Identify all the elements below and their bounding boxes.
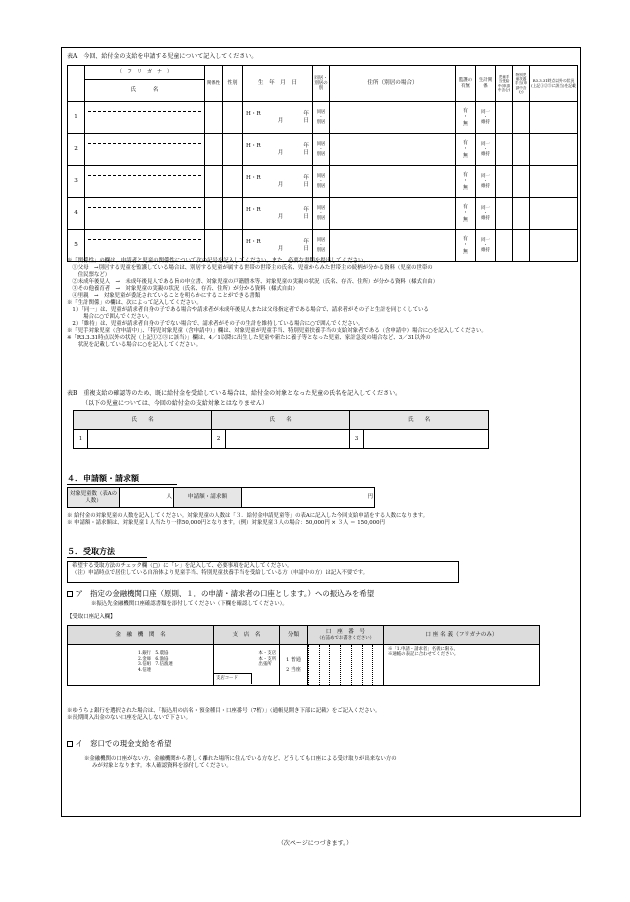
option-a-label: ア 指定の金融機関口座（原則、１．の申請・請求者の口座とします。）への振込みを希望 [75,589,375,598]
table-row [68,134,578,166]
status-cell[interactable] [530,166,578,198]
cohabit-header: 同居・別居の別 [313,66,330,102]
account-notes: ※ゆうちょ銀行を選択された場合は、「振込用の店名・預金種目・口座番号（7桁）」（通帳見開き下部に記載）をご記入ください。 ※長期間入出金のない口座を記入しないで下さい。 [67,708,381,722]
table-a-notes: ※「関係性」の欄は、申請者と児童の関係性について次の記号を記入してください。また、必要な書類を提出してください。 ①父母 →別居する児童を監護している場合は、別居する児童が属する世帯の世帯主の氏名、児童からみた世帯主の続柄が分かる資料（児童の世帯の 住民票など） ②未成年後見人 → 未成年後見人である旨の申立書、対象児童の戸籍謄本等、対象児童の実親の状況（氏名、存否、住所）が分かる資料（様式自由） ③その他養育者 → 対象児童の実親の状況（氏名、存否、住所）が分かる資料（様式自由） ④里親 → 対象児童が委託されていることを明らかにすることができる書類 ※「生計関係」の欄は、次によって記入してください。 1）「同一」は、児童が請求者自身の子である場合や請求者が未成年後見人または父母指定者である場合で、請求者がその子と生計を同じくしている 場合に○で囲んでください。 2）「維持」は、児童が請求者自身の子でない場合で、請求者がその子の生計を維持している場合に○で囲んでください。 ※「児手対象児童（含申請中）」、「特児対象児童（含申請中）」欄は、対象児童が児童手当、特別児童扶養手当の支給対象者である（含申請中）場合に○を記入してください。 ※「R3.3.31時点以外の状況（上記①②③に該当）」欄は、4／1以降に出生した児童や新たに養子等となった児童、家計急変の場合など、3／31以外の 状況を記載している場合に○を記入してください。 [67,258,487,349]
birth-cell[interactable]: H・R 年 月 日 [243,134,313,166]
child-allowance-header: 児童手当受給中(申請中含む) [496,66,513,102]
count-unit: 人 [166,494,172,500]
amount-table [67,487,375,508]
row-number: 5 [68,230,85,262]
custody-choice[interactable]: 有 ・ 無 [456,102,476,134]
table-b-number: 1 [74,430,88,449]
table-b-header: 氏 名 [74,411,212,430]
row-number: 1 [68,102,85,134]
birth-cell[interactable]: H・R 年 月 日 [243,102,313,134]
status-header: R3.3.31時点以外の状況(上記①②③に該当)を記載 [530,66,578,102]
furigana-line[interactable] [88,175,201,176]
address-cell[interactable] [330,166,456,198]
number-header: 口 座 番 号 [325,629,366,636]
amount-label: 申請額・請求額 [174,488,242,508]
table-b-caption: 表B 重複支給の確認等のため、既に給付金を受給している場合は、給付金の対象となった児童の氏名を記入してください。 [67,390,402,397]
section-4-title: ４．申請額・請求額 [67,474,177,485]
table-row [68,198,578,230]
option-a-note: ※振込先金融機関口座確認書類を添付してください（下欄を確認してください）。 [91,601,288,607]
status-cell[interactable] [530,102,578,134]
child-allowance-cell[interactable] [496,134,513,166]
custody-header: 監護の有無 [456,66,476,102]
livelihood-choice[interactable]: 同一 ・ 維持 [476,230,496,262]
special-allowance-cell[interactable] [513,134,530,166]
table-b-name-cell[interactable] [88,430,212,449]
branch-cell[interactable]: 本・支店 本・支所 出張所 支店コード [214,645,280,686]
special-allowance-cell[interactable] [513,166,530,198]
custody-choice[interactable]: 有 ・ 無 [456,230,476,262]
table-b-header: 氏 名 [212,411,350,430]
table-row [68,166,578,198]
relation-cell[interactable] [205,166,223,198]
livelihood-choice[interactable]: 同一 ・ 維持 [476,198,496,230]
sex-cell[interactable] [223,230,243,262]
custody-choice[interactable]: 有 ・ 無 [456,134,476,166]
child-allowance-cell[interactable] [496,198,513,230]
special-allowance-cell[interactable] [513,102,530,134]
table-b-name-cell[interactable] [364,430,489,449]
holder-header: 口 座 名 義（フリガナのみ） [384,626,540,645]
row-number: 4 [68,198,85,230]
custody-choice[interactable]: 有 ・ 無 [456,166,476,198]
cohabit-choice[interactable]: 同居 ・ 別居 [313,102,330,134]
table-b-caption-note: （以下の児童については、今回の給付金の支給対象とはなりません） [82,400,268,407]
table-row [68,230,578,262]
table-b-name-cell[interactable] [226,430,350,449]
count-label: 対象児童数（表Aの人数） [68,488,120,508]
sex-cell[interactable] [223,198,243,230]
instruction-box: 希望する受取方法のチェック欄（□）に「レ」を記入して、必要事項を記入してください。 （注）申請時点で居住している自治体より児童手当、特別児童扶養手当を受給している方（申請中の方）は記入不要です。 [67,561,459,583]
option-a-row[interactable] [67,589,374,598]
furigana-line[interactable] [88,207,201,208]
furigana-line[interactable] [88,111,201,112]
relation-cell[interactable] [205,198,223,230]
cohabit-choice[interactable]: 同居 ・ 別居 [313,166,330,198]
number-subheader: （右詰めでお書きください） [316,635,375,641]
status-cell[interactable] [530,230,578,262]
sex-header: 性別 [223,66,243,102]
amount-field[interactable] [242,488,375,508]
furigana-line[interactable] [88,239,201,240]
section-5-title: ５．受取方法 [67,547,147,558]
option-b-row[interactable] [67,739,171,748]
address-header: 住所（別居の場合） [330,66,456,102]
account-caption: 【受取口座記入欄】 [67,614,116,620]
holder-cell[interactable] [384,645,540,686]
birth-cell[interactable]: H・R 年 月 日 [243,166,313,198]
child-allowance-cell[interactable] [496,230,513,262]
bank-name-cell[interactable]: 1.銀行 5.農協 2.金庫 6.漁協 3.信組 7.信漁連 4.信連 [68,645,214,686]
table-b-number: 2 [212,430,226,449]
account-number-cell[interactable] [308,645,384,686]
sex-cell[interactable] [223,134,243,166]
livelihood-choice[interactable]: 同一 ・ 維持 [476,134,496,166]
livelihood-choice[interactable]: 同一 ・ 維持 [476,102,496,134]
name-header: 氏 名 [85,80,205,102]
birth-cell[interactable]: H・R 年 月 日 [243,198,313,230]
special-allowance-header: 特別児童扶養手当(申請中含む) [513,66,530,102]
address-cell[interactable] [330,134,456,166]
address-cell[interactable] [330,230,456,262]
row-number: 3 [68,166,85,198]
bank-header: 金 融 機 関 名 [68,626,214,645]
address-cell[interactable] [330,102,456,134]
option-b-label: イ 窓口での現金支給を希望 [75,739,172,748]
furigana-line[interactable] [88,143,201,144]
table-a-caption: 表A 今回、給付金の支給を申請する児童について記入してください。 [67,53,258,60]
livelihood-choice[interactable]: 同一 ・ 維持 [476,166,496,198]
amount-unit: 円 [367,494,373,500]
table-a [67,65,578,262]
livelihood-header: 生計関係 [476,66,496,102]
relation-cell[interactable] [205,102,223,134]
branch-header: 支 店 名 [214,626,280,645]
child-allowance-cell[interactable] [496,102,513,134]
holder-note: ※「1.申請・請求者」名義に限る。 [388,647,459,652]
type-header: 分類 [280,626,308,645]
table-b-number: 3 [350,430,364,449]
table-row [68,102,578,134]
special-allowance-cell[interactable] [513,230,530,262]
section-4-notes: ※ 給付金の対象児童の人数を記入してください。対象児童の人数は「３．給付金申請児童等」の表Aに記入した今回支給申請をする人数になります。 ※ 申請額・請求額は、対象児童１人当たり一律50,000円となります。（例）対象児童３人の場合：50,000円 × ３人 ＝ 150,000円 [67,513,428,527]
special-allowance-cell[interactable] [513,198,530,230]
table-b [73,410,489,449]
custody-choice[interactable]: 有 ・ 無 [456,198,476,230]
count-field[interactable] [120,488,174,508]
relation-cell[interactable] [205,134,223,166]
child-allowance-cell[interactable] [496,166,513,198]
footer-note: （次ページにつづきます。） [277,840,353,847]
row-number: 2 [68,134,85,166]
sex-cell[interactable] [223,166,243,198]
table-b-header: 氏 名 [350,411,489,430]
option-b-notes: ※金融機関の口座がない方、金融機関から著しく離れた場所に住んでいる方など、どうしても口座による受け取りが出来ない方の みが対象となります。本人確認資料を添付してください。 [84,756,397,770]
address-cell[interactable] [330,198,456,230]
relation-header: 関係性 [205,66,223,102]
furigana-header: （ フ リ ガ ナ ） [85,66,205,80]
relation-cell[interactable] [205,230,223,262]
sex-cell[interactable] [223,102,243,134]
option-b-checkbox[interactable] [67,741,73,747]
birth-cell[interactable]: H・R 年 月 日 [243,230,313,262]
status-cell[interactable] [530,134,578,166]
option-a-checkbox[interactable] [67,591,73,597]
account-type-choice[interactable]: 1 普通 2 当座 [280,645,308,686]
status-cell[interactable] [530,198,578,230]
account-table [67,625,540,686]
cohabit-choice[interactable]: 同居 ・ 別居 [313,134,330,166]
birth-header: 生 年 月 日 [243,66,313,102]
holder-note: ※通帳の表記に合わせてください。 [388,652,459,658]
cohabit-choice[interactable]: 同居 ・ 別居 [313,230,330,262]
cohabit-choice[interactable]: 同居 ・ 別居 [313,198,330,230]
branch-code[interactable]: 支店コード [214,673,252,684]
